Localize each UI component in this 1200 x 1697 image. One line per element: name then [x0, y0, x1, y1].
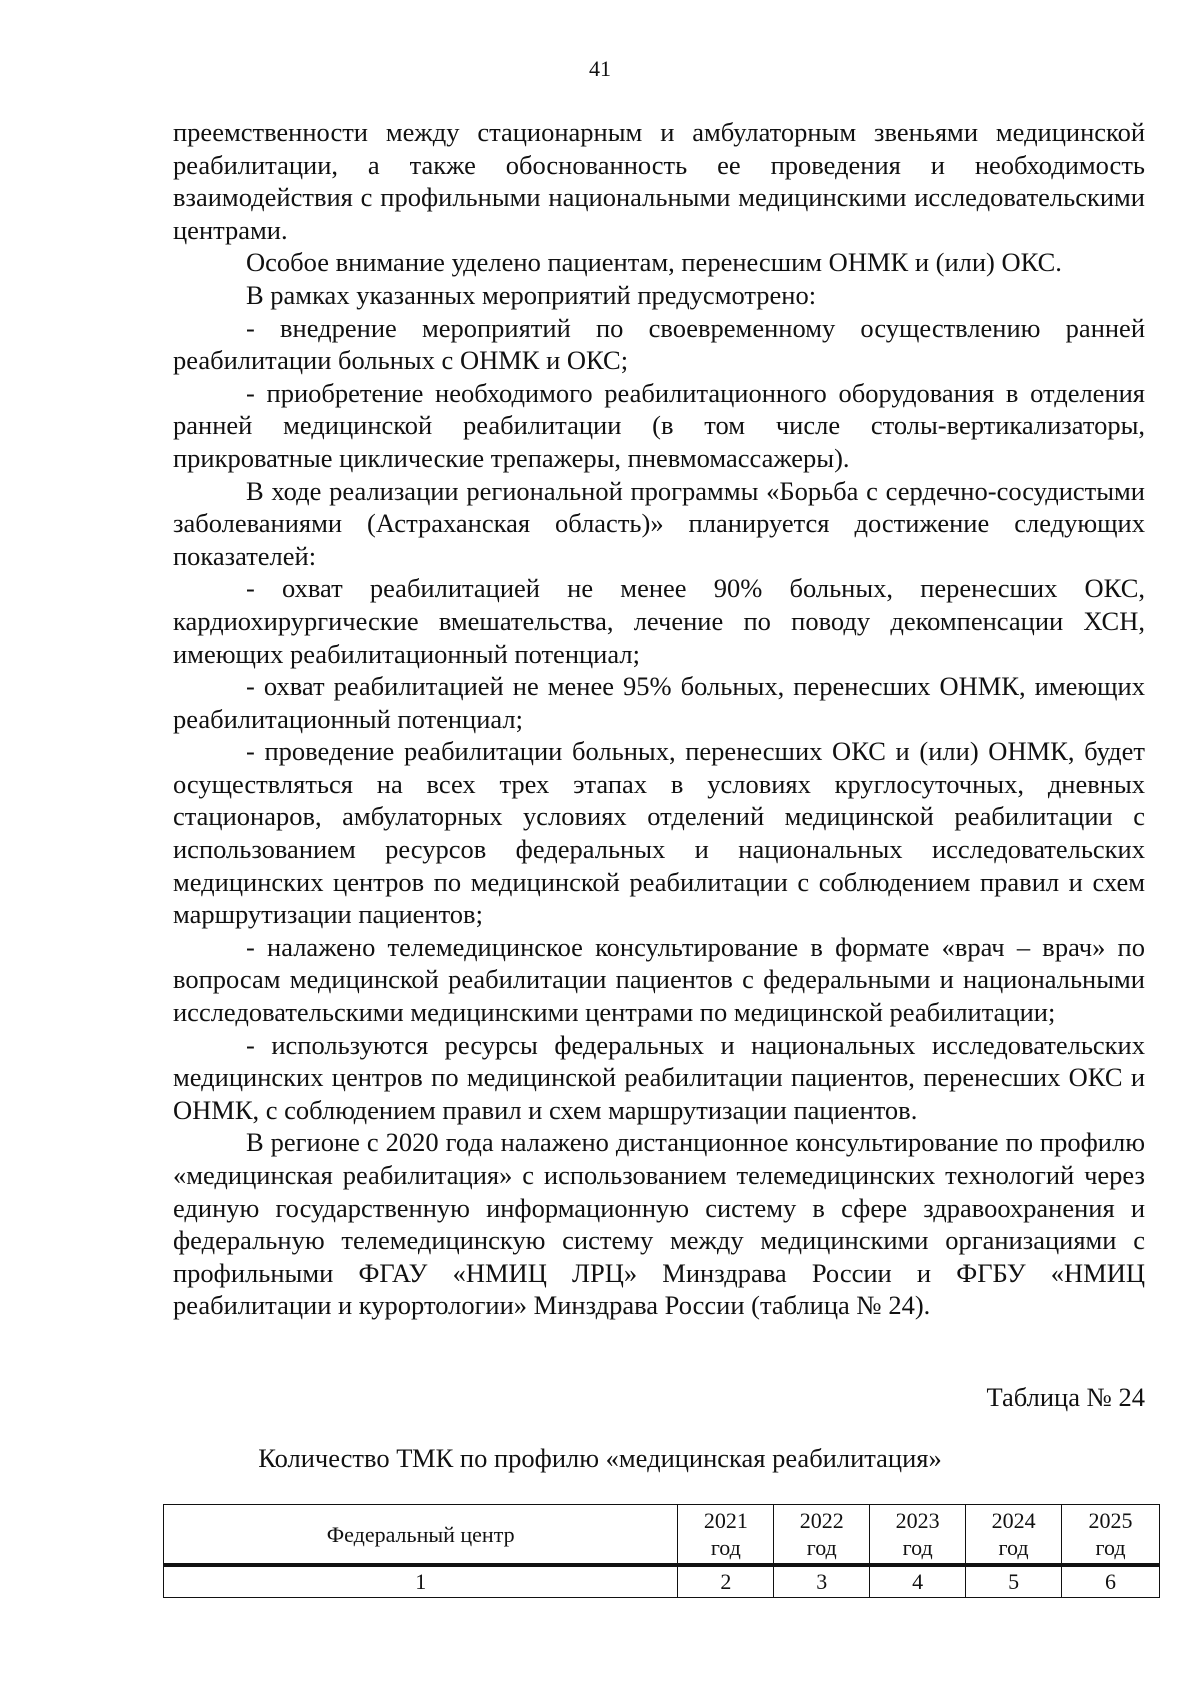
column-number-cell: 2 [678, 1565, 774, 1598]
document-body [173, 116, 1145, 1322]
header-federal-center: Федеральный центр [164, 1505, 678, 1566]
list-item: - налажено телемедицинское консультирование в формате «врач – врач» по вопросам медицинской реабилитации пациентов с федеральными и национальными исследовательскими медицинскими центрами по медицинской реабилитации; [173, 931, 1145, 1028]
paragraph: В ходе реализации региональной программы «Борьба с сердечно-сосудистыми заболеваниями (Астраханская область)» планируется достижение следующих показателей: [173, 475, 1145, 571]
column-number-cell: 4 [870, 1565, 966, 1598]
table-column-number-row [164, 1565, 1160, 1598]
column-number-cell: 1 [164, 1565, 678, 1598]
list-item: - охват реабилитацией не менее 90% больных, перенесших ОКС, кардиохирургические вмешательства, лечение по поводу декомпенсации ХСН, имеющих реабилитационный потенциал; [173, 573, 1145, 669]
header-year-value: 2023 [895, 1508, 940, 1533]
header-year-value: 2022 [799, 1508, 844, 1533]
paragraph: В рамках указанных мероприятий предусмотрено: [246, 279, 817, 310]
column-number-cell: 6 [1062, 1565, 1160, 1598]
column-number-cell: 5 [966, 1565, 1062, 1598]
column-number-cell: 3 [774, 1565, 870, 1598]
header-year-value: 2024 [991, 1508, 1036, 1533]
paragraph: преемственности между стационарным и амбулаторным звеньями медицинской реабилитации, а также обоснованность ее проведения и необходимость взаимодействия с профильными национальными медицинскими исследовательскими центрами. [173, 117, 1145, 245]
header-year-value: 2025 [1088, 1508, 1133, 1533]
header-year-unit: год [710, 1535, 741, 1560]
table-title: Количество ТМК по профилю «медицинская реабилитация» [258, 1443, 942, 1473]
header-year [678, 1505, 774, 1566]
header-year [966, 1505, 1062, 1566]
paragraph: В регионе с 2020 года налажено дистанционное консультирование по профилю «медицинская реабилитация» с использованием телемедицинских технологий через единую государственную информационную систему в сфере здравоохранения и федеральную телемедицинскую систему между медицинскими организациями с профильными ФГАУ «НМИЦ ЛРЦ» Минздрава России и ФГБУ «НМИЦ реабилитации и курортологии» Минздрава России (таблица № 24). [173, 1127, 1145, 1321]
list-item: - внедрение мероприятий по своевременному осуществлению ранней реабилитации больных с ОНМК и ОКС; [173, 312, 1145, 376]
list-item: - используются ресурсы федеральных и национальных исследовательских медицинских центров по медицинской реабилитации пациентов, перенесших ОКС и ОНМК, с соблюдением правил и схем маршрутизации пациентов. [173, 1029, 1145, 1125]
header-year [774, 1505, 870, 1566]
tmk-table [163, 1504, 1160, 1598]
header-year-unit: год [1095, 1535, 1126, 1560]
header-year-unit: год [902, 1535, 933, 1560]
table-header-row [164, 1505, 1160, 1566]
header-year [870, 1505, 966, 1566]
header-year [1062, 1505, 1160, 1566]
paragraph: Особое внимание уделено пациентам, перенесшим ОНМК и (или) ОКС. [246, 247, 1062, 278]
list-item: - приобретение необходимого реабилитационного оборудования в отделения ранней медицинской реабилитации (в том числе столы-вертикализаторы, прикроватные циклические трепажеры, пневмомассажеры). [173, 377, 1145, 473]
list-item: - проведение реабилитации больных, перенесших ОКС и (или) ОНМК, будет осуществляться на всех трех этапах в условиях круглосуточных, дневных стационаров, амбулаторных условиях отделений медицинской реабилитации с использованием ресурсов федеральных и национальных исследовательских медицинских центров по медицинской реабилитации с соблюдением правил и схем маршрутизации пациентов; [173, 736, 1145, 930]
header-year-unit: год [998, 1535, 1029, 1560]
page-number: 41 [589, 56, 611, 81]
table-label: Таблица № 24 [986, 1382, 1145, 1412]
header-year-value: 2021 [703, 1508, 748, 1533]
header-year-unit: год [806, 1535, 837, 1560]
list-item: - охват реабилитацией не менее 95% больных, перенесших ОНМК, имеющих реабилитационный потенциал; [173, 671, 1145, 734]
